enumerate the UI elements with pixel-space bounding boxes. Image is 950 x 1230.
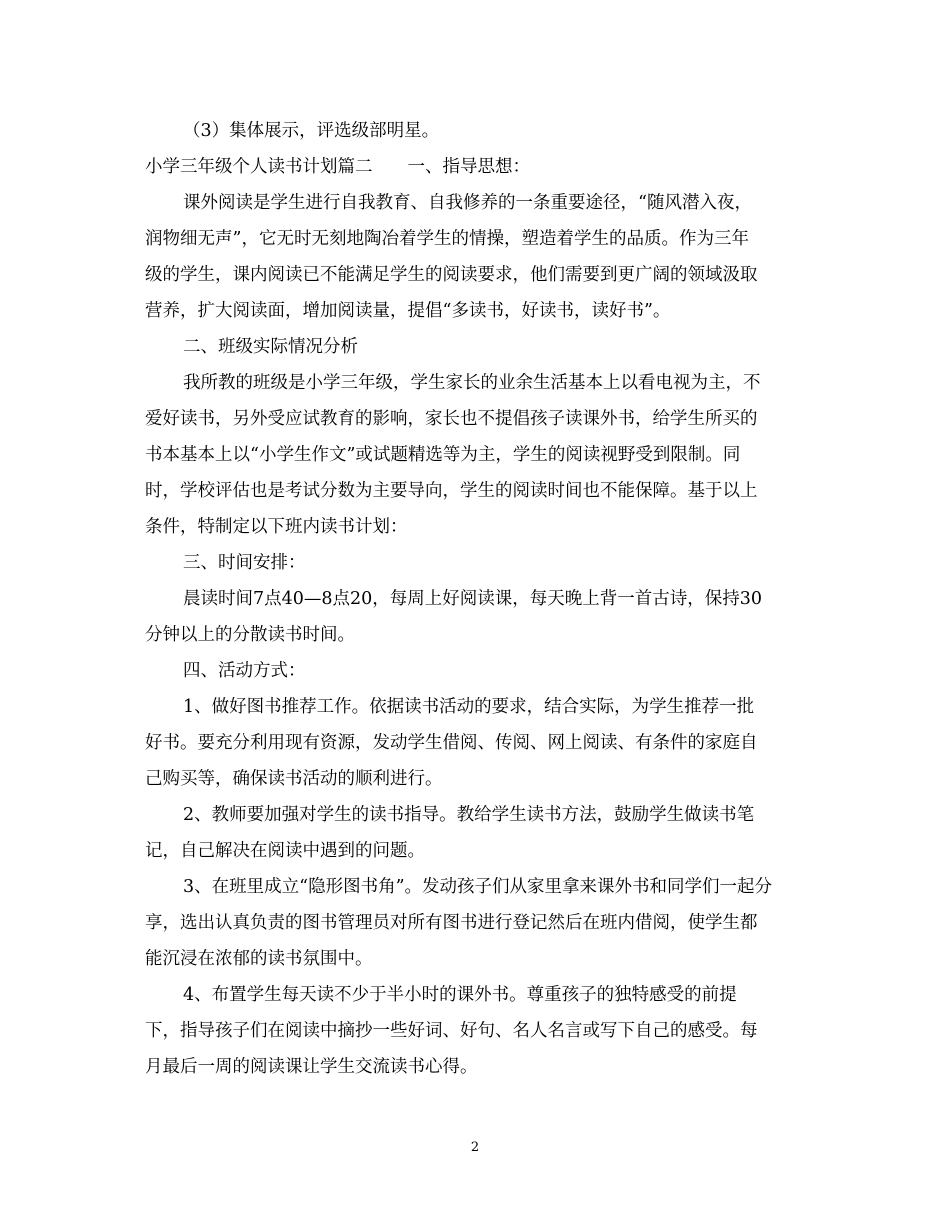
page-number: 2 — [470, 1140, 480, 1155]
text-line: 时，学校评估也是考试分数为主要导向，学生的阅读时间也不能保障。基于以上 — [145, 481, 758, 501]
text-line: 营养，扩大阅读面，增加阅读量，提倡“多读书，好读书，读好书”。 — [145, 301, 671, 321]
text-line: 4、布置学生每天读不少于半小时的课外书。尊重孩子的独特感受的前提 — [183, 985, 737, 1005]
text-line: 课外阅读是学生进行自我教育、自我修养的一条重要途径，“随风潜入夜， — [183, 193, 752, 213]
text-line: 己购买等，确保读书活动的顺利进行。 — [145, 769, 443, 789]
text-line: 好书。要充分利用现有资源，发动学生借阅、传阅、网上阅读、有条件的家庭自 — [145, 733, 758, 753]
text-line: 我所教的班级是小学三年级，学生家长的业余生活基本上以看电视为主，不 — [183, 373, 761, 393]
text-line: 能沉浸在浓郁的读书氛围中。 — [145, 949, 373, 969]
text-line: 1、做好图书推荐工作。依据读书活动的要求，结合实际，为学生推荐一批 — [183, 697, 755, 717]
text-line: 条件，特制定以下班内读书计划： — [145, 517, 408, 537]
section-heading: 二、班级实际情况分析 — [183, 337, 358, 357]
text-line: （3）集体展示，评选级部明星。 — [183, 121, 440, 141]
text-line: 记，自己解决在阅读中遇到的问题。 — [145, 841, 425, 861]
text-line: 下，指导孩子们在阅读中摘抄一些好词、好句、名人名言或写下自己的感受。每 — [145, 1021, 758, 1041]
section-heading: 三、时间安排： — [183, 553, 306, 573]
text-line: 书本基本上以“小学生作文”或试题精选等为主，学生的阅读视野受到限制。同 — [145, 445, 741, 465]
text-line: 润物细无声”，它无时无刻地陶冶着学生的情操，塑造着学生的品质。作为三年 — [145, 229, 749, 249]
section-heading-line: 小学三年级个人读书计划篇二 一、指导思想： — [145, 157, 530, 177]
text-line: 晨读时间7点40—8点20，每周上好阅读课，每天晚上背一首古诗，保持30 — [183, 589, 763, 609]
text-line: 月最后一周的阅读课让学生交流读书心得。 — [145, 1057, 478, 1077]
text-line: 爱好读书，另外受应试教育的影响，家长也不提倡孩子读课外书，给学生所买的 — [145, 409, 758, 429]
text-line: 2、教师要加强对学生的读书指导。教给学生读书方法，鼓励学生做读书笔 — [183, 805, 755, 825]
text-line: 3、在班里成立“隐形图书角”。发动孩子们从家里拿来课外书和同学们一起分 — [183, 877, 773, 897]
section-heading: 四、活动方式： — [183, 661, 306, 681]
text-line: 享，选出认真负责的图书管理员对所有图书进行登记然后在班内借阅，使学生都 — [145, 913, 758, 933]
text-line: 分钟以上的分散读书时间。 — [145, 625, 355, 645]
text-line: 级的学生，课内阅读已不能满足学生的阅读要求，他们需要到更广阔的领域汲取 — [145, 265, 758, 285]
